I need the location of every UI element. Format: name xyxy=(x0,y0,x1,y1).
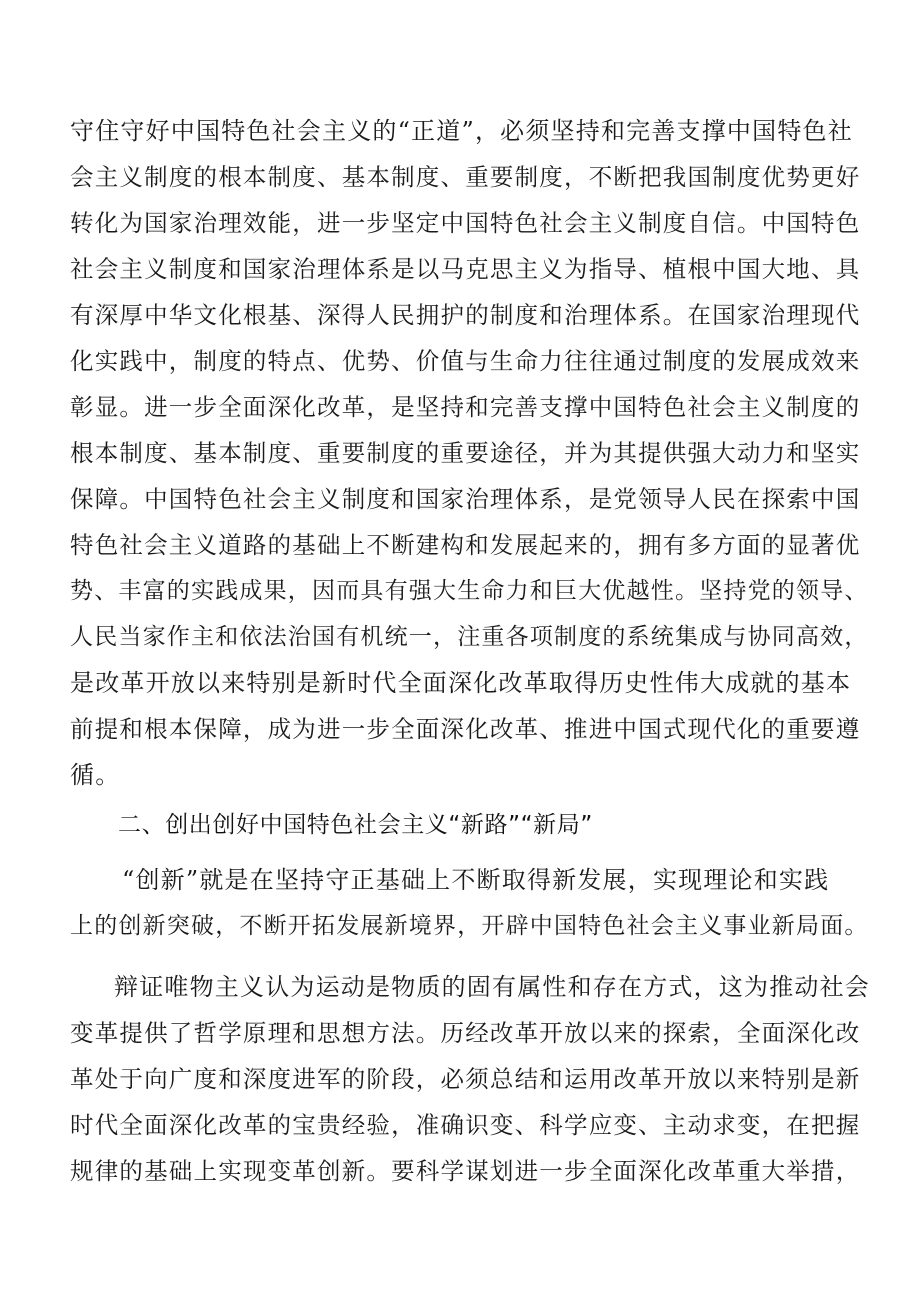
body-paragraph-2 xyxy=(70,857,869,949)
text-line: 上的创新突破，不断开拓发展新境界，开辟中国特色社会主义事业新局面。 xyxy=(70,913,869,939)
text-line: 变革提供了哲学原理和思想方法。历经改革开放以来的探索，全面深化改 xyxy=(70,1019,861,1047)
text-line: 守住守好中国特色社会主义的“正道”，必须坚持和完善支撑中国特色社 xyxy=(70,117,853,145)
text-line: 转化为国家治理效能，进一步坚定中国特色社会主义制度自信。中国特色 xyxy=(70,209,861,237)
text-line: 循。 xyxy=(70,761,121,789)
text-line: 有深厚中华文化根基、深得人民拥护的制度和治理体系。在国家治理现代 xyxy=(70,301,861,329)
text-line: 人民当家作主和依法治国有机统一，注重各项制度的系统集成与协同高效， xyxy=(70,624,869,650)
text-line: 辩证唯物主义认为运动是物质的固有属性和存在方式，这为推动社会 xyxy=(114,973,870,1001)
body-paragraph-1 xyxy=(70,108,869,798)
text-line: 革处于向广度和深度进军的阶段，必须总结和运用改革开放以来特别是新 xyxy=(70,1065,861,1093)
text-line: 化实践中，制度的特点、优势、价值与生命力往往通过制度的发展成效来 xyxy=(70,347,861,375)
text-line: “创新”就是在坚持守正基础上不断取得新发展，实现理论和实践 xyxy=(122,866,830,894)
text-line: 规律的基础上实现变革创新。要科学谋划进一步全面深化改革重大举措， xyxy=(70,1157,861,1185)
text-line: 前提和根本保障，成为进一步全面深化改革、推进中国式现代化的重要遵 xyxy=(70,715,861,743)
body-paragraph-3 xyxy=(70,964,870,1194)
text-line: 时代全面深化改革的宝贵经验，准确识变、科学应变、主动求变，在把握 xyxy=(70,1111,861,1139)
text-line: 特色社会主义道路的基础上不断建构和发展起来的，拥有多方面的显著优 xyxy=(70,531,861,559)
text-line: 保障。中国特色社会主义制度和国家治理体系，是党领导人民在探索中国 xyxy=(70,485,861,513)
text-line: 会主义制度的根本制度、基本制度、重要制度，不断把我国制度优势更好 xyxy=(70,163,861,191)
text-line: 彰显。进一步全面深化改革，是坚持和完善支撑中国特色社会主义制度的 xyxy=(70,393,861,421)
text-line: 势、丰富的实践成果，因而具有强大生命力和巨大优越性。坚持党的领导、 xyxy=(70,578,869,604)
text-line: 根本制度、基本制度、重要制度的重要途径，并为其提供强大动力和坚实 xyxy=(70,439,861,467)
text-line: 社会主义制度和国家治理体系是以马克思主义为指导、植根中国大地、具 xyxy=(70,255,861,283)
section-heading: 二、创出创好中国特色社会主义“新路”“新局” xyxy=(118,812,593,838)
text-line: 是改革开放以来特别是新时代全面深化改革取得历史性伟大成就的基本 xyxy=(70,669,852,697)
